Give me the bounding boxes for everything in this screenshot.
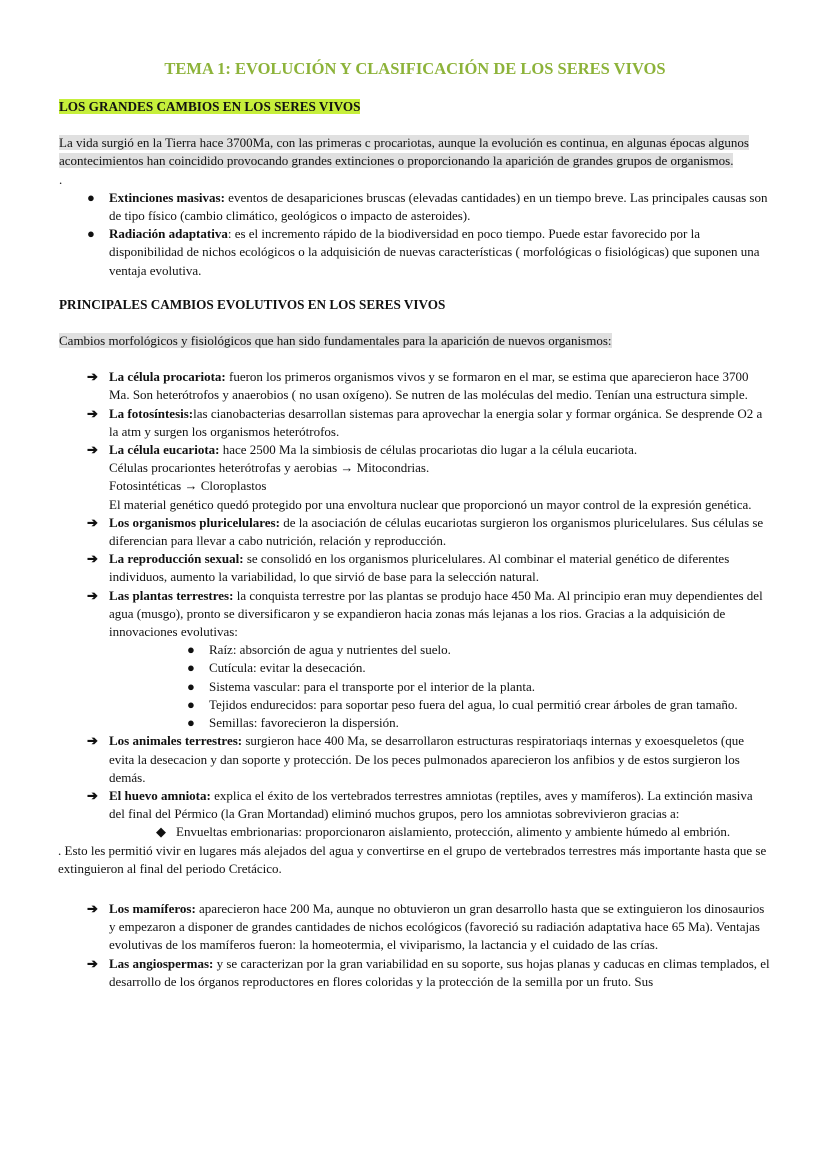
arrow-icon: ➔ (87, 442, 98, 458)
list-item (87, 368, 771, 404)
list-item (87, 550, 771, 586)
document-title: TEMA 1: EVOLUCIÓN Y CLASIFICACIÓN DE LOS SERES VIVOS (164, 59, 666, 78)
arrow-icon: ➔ (87, 900, 98, 916)
bullet-icon: ● (187, 642, 195, 658)
sub-list-item (187, 696, 771, 714)
item-term: Los animales terrestres: (109, 733, 243, 749)
item-text: aparecieron hace 200 Ma, aunque no obtuvieron un gran desarrollo hasta que se extinguieron los dinosaurios y empezaron a disponer de grandes cantidades de nichos ecológicos (favoreció su radiación adaptativa hace 65 Ma). Ventajas evolutivas de los mamíferos fueron: la homeotermia, el viviparismo, la lactancia y el cuidado de las crías. (109, 900, 765, 953)
list-item (87, 514, 771, 550)
list-item (87, 732, 771, 787)
item-text: : es el incremento rápido de la biodiversidad en poco tiempo. Puede estar favorecido por la disponibilidad de nichos ecológicos o la adquisición de nuevas características ( morfológicas o fisiológicas) que suponen una ventaja evolutiva. (109, 226, 760, 278)
item-text: las cianobacterias desarrollan sistemas para aprovechar la energia solar y formar orgánica. Se desprende O2 a la atm y surgen los organismos heterótrofos. (109, 405, 763, 439)
list-item (87, 189, 771, 225)
arrow-icon: ➔ (87, 514, 98, 530)
item-text: Semillas: favorecieron la dispersión. (209, 715, 399, 731)
item-text: Raíz: absorción de agua y nutrientes del suelo. (209, 642, 451, 658)
item-text: surgieron hace 400 Ma, se desarrollaron estructuras respiratoriaqs internas y exoesqueletos (que evita la desecacion y dan soporte y protección. De los peces pulmonados aparecieron los anfibios y de estos surgieron los demás. (109, 733, 745, 785)
continuation-paragraph: . Esto les permitió vivir en lugares más alejados del agua y convertirse en el grupo de vertebrados terrestres más importante hasta que se extinguieron al final del periodo Cretácico. (58, 842, 767, 876)
list-item (87, 225, 771, 280)
bullet-icon: ● (187, 660, 195, 676)
item-text: LOS GRANDES CAMBIOS EN LOS SERES VIVOS (59, 99, 361, 114)
item-text: de la asociación de células eucariotas surgieron los organismos pluricelulares. Sus células se diferencian para llevar a cabo nutrición, relación y reproducción. (109, 514, 764, 549)
arrow-icon: ➔ (87, 405, 98, 421)
arrow-icon: ➔ (87, 587, 98, 603)
item-text: Tejidos endurecidos: para soportar peso fuera del agua, lo cual permitió crear árboles de gran tamaño. (209, 696, 738, 712)
bullet-icon: ● (187, 678, 195, 694)
arrow-icon: ➔ (87, 787, 98, 803)
bullet-icon: ● (87, 226, 95, 242)
sub-list-item (187, 678, 771, 696)
document-page (59, 58, 771, 991)
item-text: la conquista terrestre por las plantas se produjo hace 450 Ma. Al principio eran muy dependientes del agua (musgo), pronto se diversificaron y se expandieron hacia zonas más lejanas a los rios. Gracias a la adquisición de innovaciones evolutivas: (109, 587, 763, 640)
item-text: eventos de desapariciones bruscas (elevadas cantidades) en un tiempo breve. Las principales causas son de tipo físico (cambio climático, geológicos o impacto de asteroides). (109, 189, 768, 224)
list-item (87, 955, 771, 991)
arrow-list-2 (59, 900, 771, 991)
item-term: La reproducción sexual: (109, 551, 244, 567)
item-text: Cutícula: evitar la desecación. (209, 660, 366, 676)
item-term: Los mamíferos: (109, 900, 196, 916)
arrow-icon: ➔ (87, 733, 98, 749)
sub-list-item (187, 659, 771, 677)
bullet-icon: ● (187, 715, 195, 731)
diamond-item (59, 823, 771, 841)
arrow-list (59, 368, 771, 841)
arrow-icon: ➔ (87, 369, 98, 385)
item-term: Radiación adaptativa (109, 226, 228, 242)
section-heading-principales-cambios: PRINCIPALES CAMBIOS EVOLUTIVOS EN LOS SERES VIVOS (59, 296, 446, 312)
item-text: Fotosintéticas → Cloroplastos (109, 478, 267, 494)
item-term: Los organismos pluricelulares: (109, 514, 280, 530)
sub-list-item (187, 714, 771, 732)
item-term: La fotosíntesis: (109, 405, 194, 421)
section2-intro (59, 332, 771, 350)
item-text: fueron los primeros organismos vivos y se formaron en el mar, se estima que aparecieron hace 3700 Ma. Son heterótrofos y anaerobios ( no usan oxígeno). Se nutren de las moléculas del medio. Tenían una estructura simple. (109, 369, 749, 403)
section-heading-grandes-cambios (59, 98, 771, 116)
item-term: Extinciones masivas: (109, 189, 225, 205)
bullet-icon: ● (187, 696, 195, 712)
arrow-icon: ➔ (87, 551, 98, 567)
item-term: La célula procariota: (109, 369, 226, 385)
intro-paragraph (59, 134, 771, 170)
stray-dot: . (59, 171, 63, 187)
bullet-list (59, 189, 771, 280)
item-text: El material genético quedó protegido por una envoltura nuclear que proporcionó un mayor control de la expresión genética. (109, 496, 752, 512)
item-term: Las plantas terrestres: (109, 587, 234, 603)
item-term: El huevo amniota: (109, 787, 211, 803)
list-item (87, 405, 771, 441)
list-item (87, 900, 771, 955)
list-item (87, 787, 771, 842)
item-text: Células procariontes heterótrofas y aerobias → Mitocondrias. (109, 460, 430, 476)
item-text: Sistema vascular: para el transporte por el interior de la planta. (209, 678, 535, 694)
item-text: y se caracterizan por la gran variabilidad en su soporte, sus hojas planas y caducas en climas templados, el desarrollo de los órganos reproductores en flores coloridas y la protección de la semilla por un fruto. Sus (109, 955, 770, 989)
item-text: hace 2500 Ma la simbiosis de células procariotas dio lugar a la célula eucariota. (219, 442, 638, 458)
sub-bullet-list (109, 641, 771, 732)
item-text: La vida surgió en la Tierra hace 3700Ma, con las primeras c procariotas, aunque la evolución es continua, en algunas épocas algunos acontecimientos han coincidido provocando grandes extinciones o proporcionando la aparición de grandes grupos de organismos. (59, 135, 749, 169)
item-text: explica el éxito de los vertebrados terrestres amniotas (reptiles, aves y mamíferos). La extinción masiva del final del Pérmico (la Gran Mortandad) eliminó muchos grupos, pero los amniotas sobrevivieron gracias a: (109, 787, 753, 822)
list-item (87, 587, 771, 733)
item-term: La célula eucariota: (109, 442, 220, 458)
bullet-icon: ● (87, 189, 95, 205)
diamond-icon: ◆ (156, 824, 166, 840)
list-item (87, 441, 771, 514)
sub-list-item (187, 641, 771, 659)
item-term: Las angiospermas: (109, 955, 214, 971)
item-text: Cambios morfológicos y fisiológicos que han sido fundamentales para la aparición de nuevos organismos: (59, 333, 612, 349)
item-text: Envueltas embrionarias: proporcionaron aislamiento, protección, alimento y ambiente húmedo al embrión. (176, 824, 731, 840)
arrow-icon: ➔ (87, 955, 98, 971)
item-text: se consolidó en los organismos pluricelulares. Al combinar el material genético de diferentes individuos, aumento la variabilidad, lo que sirvió de base para la selección natural. (109, 551, 730, 585)
